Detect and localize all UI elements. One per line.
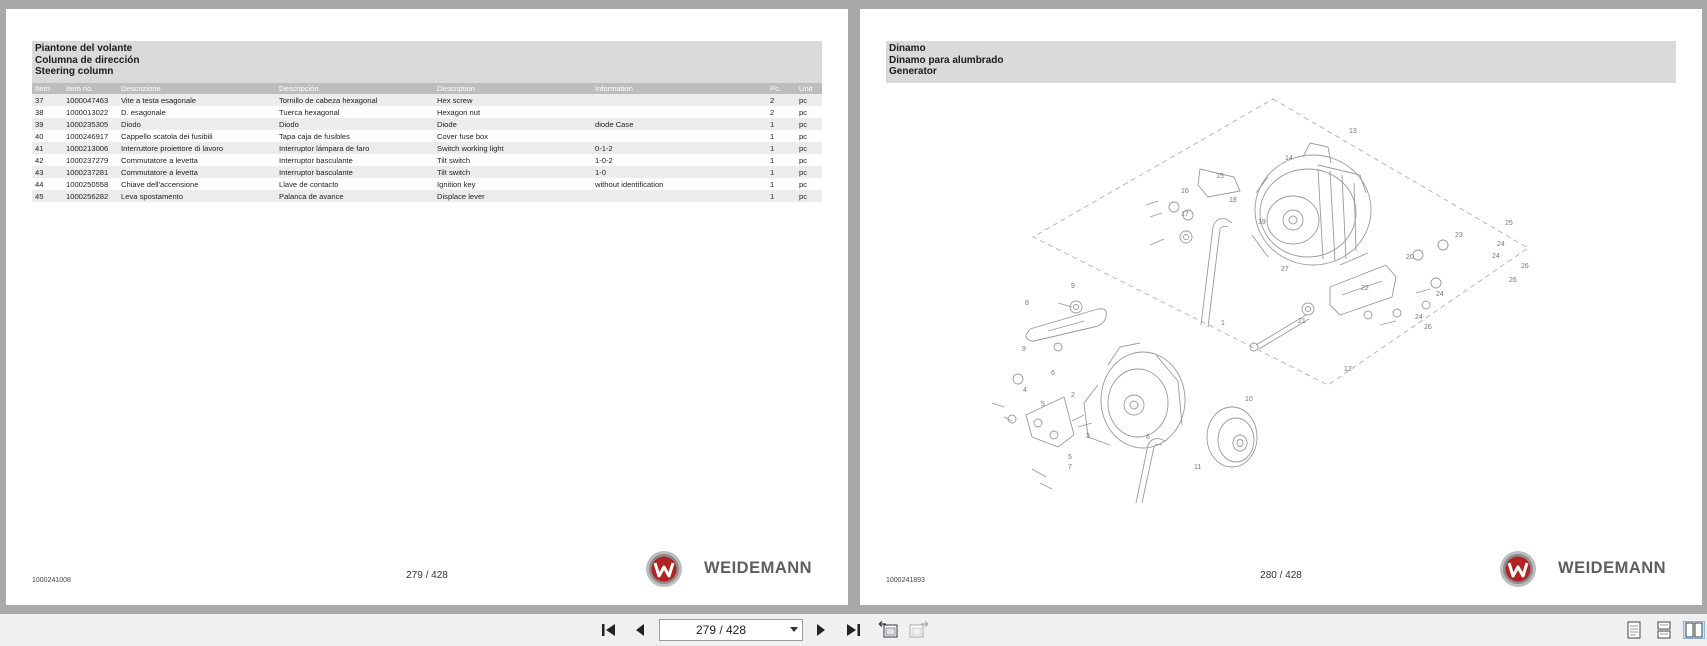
table-row bbox=[32, 106, 822, 118]
cell-item: 40 bbox=[32, 130, 63, 142]
page-number-field[interactable] bbox=[659, 619, 803, 641]
title-spanish: Dinamo para alumbrado bbox=[889, 54, 1004, 66]
cell-item: 43 bbox=[32, 166, 63, 178]
column-header-descripcion: Descripción bbox=[276, 83, 434, 94]
cell-pc: 2 bbox=[767, 106, 796, 118]
cell-descripcion: Diodo bbox=[276, 118, 434, 130]
cell-descripcion: Interruptor basculante bbox=[276, 166, 434, 178]
weidemann-logo bbox=[644, 549, 828, 589]
two-page-view-button[interactable] bbox=[1683, 621, 1705, 639]
table-row bbox=[32, 190, 822, 202]
document-number: 1000241008 bbox=[32, 577, 71, 584]
diagram-callout: 20 bbox=[1406, 254, 1414, 261]
cell-descrizione: Interruttore proiettore di lavoro bbox=[118, 142, 276, 154]
cell-pc: 1 bbox=[767, 178, 796, 190]
diagram-callout: 27 bbox=[1281, 266, 1289, 273]
page-number-input[interactable] bbox=[660, 620, 782, 640]
table-row bbox=[32, 142, 822, 154]
cell-item-no: 1000237279 bbox=[63, 154, 118, 166]
cell-item: 41 bbox=[32, 142, 63, 154]
cell-pc: 2 bbox=[767, 94, 796, 106]
cell-item-no: 1000047463 bbox=[63, 94, 118, 106]
table-row bbox=[32, 166, 822, 178]
go-back-view-button[interactable] bbox=[876, 621, 900, 639]
cell-item: 44 bbox=[32, 178, 63, 190]
cell-description: Displace lever bbox=[434, 190, 592, 202]
go-forward-view-button[interactable] bbox=[907, 621, 931, 639]
cell-descripcion: Tornillo de cabeza hexagonal bbox=[276, 94, 434, 106]
cell-item-no: 1000256282 bbox=[63, 190, 118, 202]
diagram-callout: 9 bbox=[1022, 346, 1026, 353]
cell-unit: pc bbox=[796, 130, 822, 142]
column-header-pc: Pc. bbox=[767, 83, 796, 94]
cell-descrizione: Leva spostamento bbox=[118, 190, 276, 202]
next-page-icon bbox=[814, 622, 828, 638]
pdf-toolbar bbox=[0, 614, 1707, 646]
cell-unit: pc bbox=[796, 166, 822, 178]
title-english: Generator bbox=[889, 66, 937, 77]
page-title-block bbox=[886, 41, 1676, 83]
cell-pc: 1 bbox=[767, 118, 796, 130]
cell-information bbox=[592, 130, 767, 142]
table-header-row bbox=[32, 83, 822, 94]
diagram-callout: 9 bbox=[1071, 283, 1075, 290]
last-page-button[interactable] bbox=[843, 621, 863, 639]
cell-item-no: 1000235305 bbox=[63, 118, 118, 130]
cell-descripcion: Palanca de avance bbox=[276, 190, 434, 202]
cell-information: diode Case bbox=[592, 118, 767, 130]
diagram-callout: 4 bbox=[1023, 387, 1027, 394]
table-row bbox=[32, 118, 822, 130]
cell-unit: pc bbox=[796, 106, 822, 118]
continuous-view-icon bbox=[1656, 621, 1672, 639]
cell-pc: 1 bbox=[767, 190, 796, 202]
cell-unit: pc bbox=[796, 190, 822, 202]
cell-descripcion: Tapa caja de fusibles bbox=[276, 130, 434, 142]
cell-unit: pc bbox=[796, 178, 822, 190]
cell-description: Diode bbox=[434, 118, 592, 130]
cell-pc: 1 bbox=[767, 130, 796, 142]
diagram-callout: 18 bbox=[1229, 197, 1237, 204]
title-italian: Piantone del volante bbox=[35, 43, 133, 54]
cell-information: 0-1-2 bbox=[592, 142, 767, 154]
cell-description: Hexagon nut bbox=[434, 106, 592, 118]
cell-information bbox=[592, 106, 767, 118]
next-page-button[interactable] bbox=[811, 621, 831, 639]
first-page-icon bbox=[600, 622, 618, 638]
title-italian: Dinamo bbox=[889, 43, 926, 54]
weidemann-logo bbox=[1498, 549, 1682, 589]
page-number: 279 / 428 bbox=[406, 570, 448, 581]
single-page-view-icon bbox=[1626, 621, 1642, 639]
generator-exploded-diagram bbox=[988, 85, 1608, 543]
cell-information bbox=[592, 190, 767, 202]
diagram-callout: 19 bbox=[1258, 219, 1266, 226]
cell-information: 1-0-2 bbox=[592, 154, 767, 166]
cell-item-no: 1000250558 bbox=[63, 178, 118, 190]
first-page-button[interactable] bbox=[599, 621, 619, 639]
pdf-page-right bbox=[860, 9, 1702, 605]
chevron-down-icon[interactable] bbox=[790, 627, 798, 632]
diagram-callout: 17 bbox=[1181, 211, 1189, 218]
column-header-item: Item bbox=[32, 83, 63, 94]
cell-pc: 1 bbox=[767, 142, 796, 154]
cell-information: 1-0 bbox=[592, 166, 767, 178]
cell-description: Cover fuse box bbox=[434, 130, 592, 142]
brand-wordmark: WEIDEMANN bbox=[1558, 559, 1667, 577]
cell-descrizione: Cappello scatola dei fusibili bbox=[118, 130, 276, 142]
column-header-unit: Unit bbox=[796, 83, 822, 94]
diagram-callout: 24 bbox=[1436, 291, 1444, 298]
diagram-callout: 5 bbox=[1041, 401, 1045, 408]
diagram-callout: 1 bbox=[1221, 320, 1225, 327]
parts-table bbox=[32, 83, 822, 202]
cell-information bbox=[592, 94, 767, 106]
diagram-callout: 2 bbox=[1071, 392, 1075, 399]
diagram-callout: 15 bbox=[1216, 173, 1224, 180]
previous-page-icon bbox=[633, 622, 647, 638]
diagram-callout: 11 bbox=[1194, 464, 1202, 471]
cell-unit: pc bbox=[796, 118, 822, 130]
diagram-callout: 16 bbox=[1181, 188, 1189, 195]
diagram-callout: 7 bbox=[1068, 464, 1072, 471]
diagram-callout: 25 bbox=[1505, 220, 1513, 227]
cell-item-no: 1000237281 bbox=[63, 166, 118, 178]
previous-page-button[interactable] bbox=[630, 621, 650, 639]
go-back-view-icon bbox=[877, 621, 899, 639]
cell-description: Tilt switch bbox=[434, 166, 592, 178]
cell-item: 38 bbox=[32, 106, 63, 118]
cell-descripcion: Tuerca hexagonal bbox=[276, 106, 434, 118]
column-header-item-no: Item no. bbox=[63, 83, 118, 94]
diagram-callout: 13 bbox=[1349, 128, 1357, 135]
cell-item-no: 1000246917 bbox=[63, 130, 118, 142]
cell-descrizione: Commutatore a levetta bbox=[118, 166, 276, 178]
cell-pc: 1 bbox=[767, 166, 796, 178]
diagram-callout: 6 bbox=[1146, 434, 1150, 441]
brand-wordmark: WEIDEMANN bbox=[704, 559, 813, 577]
diagram-callout: 23 bbox=[1455, 232, 1463, 239]
cell-item-no: 1000213006 bbox=[63, 142, 118, 154]
cell-description: Hex screw bbox=[434, 94, 592, 106]
go-forward-view-icon bbox=[908, 621, 930, 639]
table-row bbox=[32, 178, 822, 190]
diagram-callout: 10 bbox=[1245, 396, 1253, 403]
title-spanish: Columna de dirección bbox=[35, 54, 140, 66]
diagram-callout: 3 bbox=[1086, 433, 1090, 440]
single-page-view-button[interactable] bbox=[1624, 621, 1644, 639]
cell-item: 42 bbox=[32, 154, 63, 166]
last-page-icon bbox=[844, 622, 862, 638]
cell-descripcion: Interruptor basculante bbox=[276, 154, 434, 166]
diagram-callout: 21 bbox=[1298, 318, 1306, 325]
column-header-descrizione: Descrizione bbox=[118, 83, 276, 94]
diagram-callout: 26 bbox=[1424, 324, 1432, 331]
cell-descripcion: Interruptor lámpara de faro bbox=[276, 142, 434, 154]
cell-item-no: 1000013022 bbox=[63, 106, 118, 118]
cell-unit: pc bbox=[796, 142, 822, 154]
pdf-page-left bbox=[6, 9, 848, 605]
table-row bbox=[32, 154, 822, 166]
cell-descripcion: Llave de contacto bbox=[276, 178, 434, 190]
diagram-callout: 24 bbox=[1497, 241, 1505, 248]
cell-item: 37 bbox=[32, 94, 63, 106]
diagram-callout: 12 bbox=[1344, 366, 1352, 373]
cell-description: Ignition key bbox=[434, 178, 592, 190]
table-row bbox=[32, 94, 822, 106]
cell-descrizione: Vite a testa esagonale bbox=[118, 94, 276, 106]
diagram-callout: 5 bbox=[1068, 454, 1072, 461]
two-page-view-icon bbox=[1685, 622, 1703, 638]
cell-pc: 1 bbox=[767, 154, 796, 166]
diagram-callout: 24 bbox=[1492, 253, 1500, 260]
page-number: 280 / 428 bbox=[1260, 570, 1302, 581]
diagram-callout: 24 bbox=[1415, 314, 1423, 321]
cell-descrizione: Commutatore a levetta bbox=[118, 154, 276, 166]
page-title-block bbox=[32, 41, 822, 83]
cell-description: Switch working light bbox=[434, 142, 592, 154]
document-number: 1000241893 bbox=[886, 577, 925, 584]
cell-descrizione: D. esagonale bbox=[118, 106, 276, 118]
continuous-view-button[interactable] bbox=[1654, 621, 1674, 639]
cell-item: 45 bbox=[32, 190, 63, 202]
cell-descrizione: Chiave dell'accensione bbox=[118, 178, 276, 190]
diagram-callout: 8 bbox=[1025, 300, 1029, 307]
diagram-callout: 14 bbox=[1285, 155, 1293, 162]
column-header-description: Description bbox=[434, 83, 592, 94]
diagram-callout: 6 bbox=[1051, 370, 1055, 377]
cell-unit: pc bbox=[796, 154, 822, 166]
title-english: Steering column bbox=[35, 66, 114, 77]
weidemann-logo-icon bbox=[644, 549, 684, 589]
cell-descrizione: Diodo bbox=[118, 118, 276, 130]
cell-item: 39 bbox=[32, 118, 63, 130]
diagram-callout: 26 bbox=[1521, 263, 1529, 270]
diagram-callout: 26 bbox=[1509, 277, 1517, 284]
diagram-callout: 22 bbox=[1361, 285, 1369, 292]
cell-description: Tilt switch bbox=[434, 154, 592, 166]
weidemann-logo-icon bbox=[1498, 549, 1538, 589]
cell-unit: pc bbox=[796, 94, 822, 106]
table-row bbox=[32, 130, 822, 142]
cell-information: without identification bbox=[592, 178, 767, 190]
column-header-information: Information bbox=[592, 83, 767, 94]
